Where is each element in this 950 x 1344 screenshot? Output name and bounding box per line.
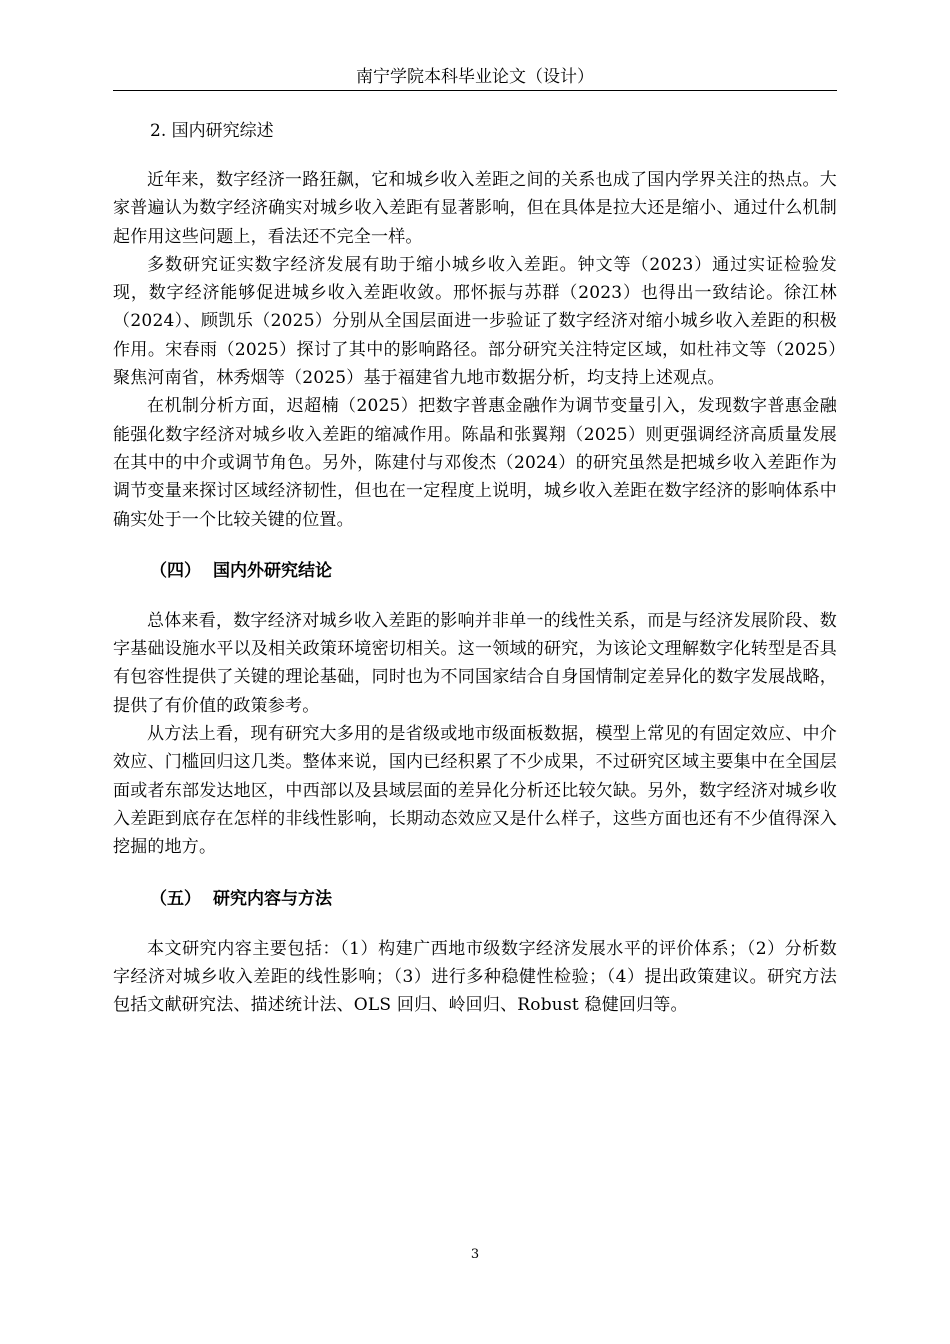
subsection-title: 2. 国内研究综述: [150, 121, 274, 141]
section-number: （四）: [150, 560, 201, 581]
section-heading: [113, 556, 837, 586]
section-title: 研究内容与方法: [213, 888, 332, 909]
page-number: 3: [470, 1247, 480, 1262]
paragraph: 从方法上看，现有研究大多用的是省级或地市级面板数据，模型上常见的有固定效应、中介效应、门槛回归这几类。整体来说，国内已经积累了不少成果，不过研究区域主要集中在全国层面或者东部发达地区，中西部以及县域层面的差异化分析还比较欠缺。另外，数字经济对城乡收入差距到底存在怎样的非线性影响，长期动态效应又是什么样子，这些方面也还有不少值得深入挖掘的地方。: [113, 724, 837, 858]
page-body: [113, 117, 837, 1019]
paragraph: 近年来，数字经济一路狂飙，它和城乡收入差距之间的关系也成了国内学界关注的热点。大家普遍认为数字经济确实对城乡收入差距有显著影响，但在具体是拉大还是缩小、通过什么机制起作用这些问题上，看法还不完全一样。: [113, 170, 837, 247]
section-title: 国内外研究结论: [213, 560, 332, 581]
paragraph: 本文研究内容主要包括：（1）构建广西地市级数字经济发展水平的评价体系；（2）分析数字经济对城乡收入差距的线性影响；（3）进行多种稳健性检验；（4）提出政策建议。研究方法包括文献研究法、描述统计法、OLS 回归、岭回归、Robust 稳健回归等。: [113, 938, 837, 1016]
page-header: 南宁学院本科毕业论文（设计）: [113, 64, 837, 91]
section-heading: [113, 884, 837, 914]
section-number: （五）: [150, 888, 201, 909]
paragraph: 多数研究证实数字经济发展有助于缩小城乡收入差距。钟文等（2023）通过实证检验发现，数字经济能够促进城乡收入差距收敛。邢怀振与苏群（2023）也得出一致结论。徐江林（2024）、顾凯乐（2025）分别从全国层面进一步验证了数字经济对缩小城乡收入差距的积极作用。宋春雨（2025）探讨了其中的影响路径。部分研究关注特定区域，如杜祎文等（2025）聚焦河南省，林秀烟等（2025）基于福建省九地市数据分析，均支持上述观点。: [113, 254, 837, 389]
paragraph: 在机制分析方面，迟超楠（2025）把数字普惠金融作为调节变量引入，发现数字普惠金融能强化数字经济对城乡收入差距的缩减作用。陈晶和张翼翔（2025）则更强调经济高质量发展在其中的中介或调节角色。另外，陈建付与邓俊杰（2024）的研究虽然是把城乡收入差距作为调节变量来探讨区域经济韧性，但也在一定程度上说明，城乡收入差距在数字经济的影响体系中确实处于一个比较关键的位置。: [113, 396, 837, 530]
paragraph: 总体来看，数字经济对城乡收入差距的影响并非单一的线性关系，而是与经济发展阶段、数字基础设施水平以及相关政策环境密切相关。这一领域的研究，为该论文理解数字化转型是否具有包容性提供了关键的理论基础，同时也为不同国家结合自身国情制定差异化的数字发展战略，提供了有价值的政策参考。: [113, 610, 837, 716]
